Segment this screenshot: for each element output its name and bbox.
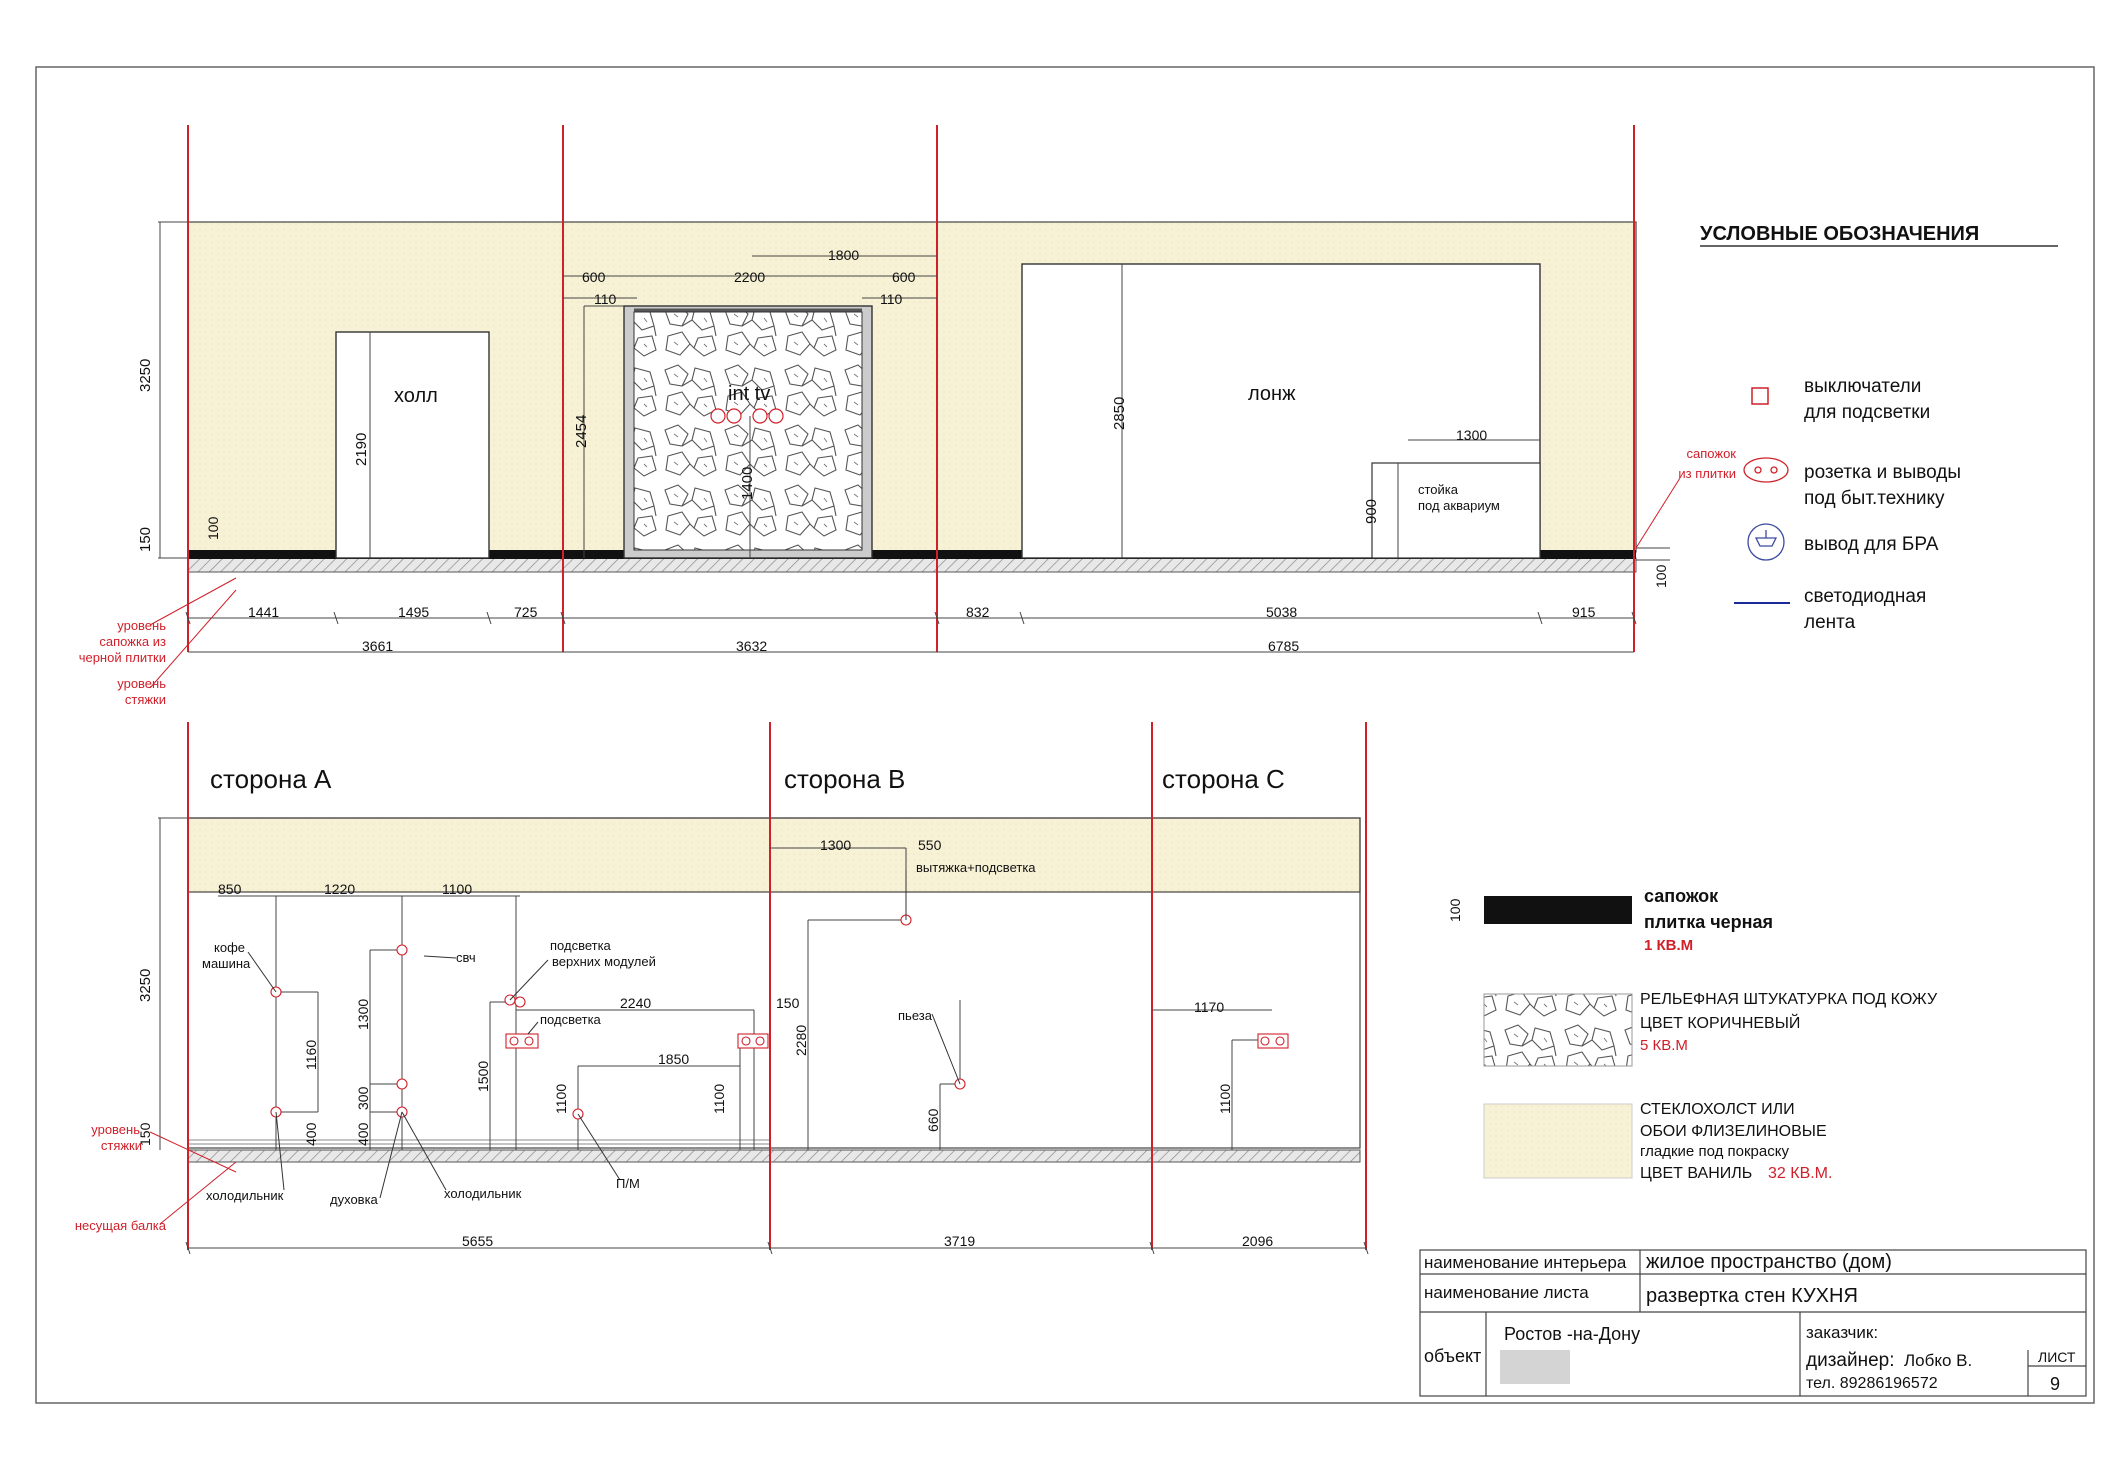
plinth-name-2: плитка черная xyxy=(1644,912,1774,932)
dim-door-2190: 2190 xyxy=(353,432,370,466)
dim2-150-b: 150 xyxy=(776,995,800,1011)
dim-plinth-100: 100 xyxy=(205,516,221,540)
plinth-name-1: сапожок xyxy=(1644,886,1719,906)
dim-top-600-right: 600 xyxy=(892,269,916,285)
plaster-name-2: ЦВЕТ КОРИЧНЕВЫЙ xyxy=(1640,1015,1801,1032)
note-plinth-tile-1: сапожок xyxy=(1686,446,1736,461)
tb-sheet-value: развертка стен КУХНЯ xyxy=(1646,1285,1858,1307)
materials xyxy=(1447,886,1938,1182)
note-plinth-level-2: сапожка из xyxy=(99,634,166,649)
tb-interior-value: жилое пространство (дом) xyxy=(1646,1251,1892,1273)
aquarium-label-2: под аквариум xyxy=(1418,498,1500,513)
note-plinth-level-3: черной плитки xyxy=(78,650,166,665)
screed-hatch xyxy=(188,558,1636,572)
outlets xyxy=(271,915,1288,1119)
dim-832: 832 xyxy=(966,604,990,620)
dim-top-110-right: 110 xyxy=(880,291,903,307)
note2-screed-1: уровень xyxy=(91,1122,140,1137)
legend xyxy=(1700,223,2058,633)
tb-phone: тел. 89286196572 xyxy=(1806,1375,1938,1392)
tb-interior-key: наименование интерьера xyxy=(1424,1253,1627,1272)
dim-725: 725 xyxy=(514,604,538,620)
plaster-qty: 5 КВ.М xyxy=(1640,1037,1688,1054)
dim-900: 900 xyxy=(1363,498,1380,524)
side-c-title: сторона С xyxy=(1162,764,1285,794)
label-fridge-1: холодильник xyxy=(206,1188,284,1203)
legend-socket-2: под быт.технику xyxy=(1804,488,1945,509)
dim-top-110-left: 110 xyxy=(594,291,617,307)
room-label-tv: int tv xyxy=(728,383,771,405)
legend-title: УСЛОВНЫЕ ОБОЗНАЧЕНИЯ xyxy=(1700,223,1980,245)
dim2-400a: 400 xyxy=(303,1122,319,1146)
glass-name-1: СТЕКЛОХОЛСТ ИЛИ xyxy=(1640,1101,1795,1118)
note2-screed-2: стяжки xyxy=(100,1138,142,1153)
dim2-1220: 1220 xyxy=(324,881,356,897)
note-plinth-level-1: уровень xyxy=(117,618,166,633)
tb-sheet-label: ЛИСТ xyxy=(2038,1349,2076,1365)
dim-3661: 3661 xyxy=(362,638,394,654)
dim-150: 150 xyxy=(137,526,154,552)
dim-915: 915 xyxy=(1572,604,1596,620)
dim2-1160: 1160 xyxy=(303,1039,319,1070)
aquarium-label-1: стойка xyxy=(1418,482,1459,497)
note-screed-level-1: уровень xyxy=(117,676,166,691)
plinth-swatch xyxy=(1484,896,1632,924)
tb-sheet-number: 9 xyxy=(2050,1374,2061,1394)
room-label-lounge: лонж xyxy=(1248,383,1296,405)
dim2-3719: 3719 xyxy=(944,1233,976,1249)
label-coffee-2: машина xyxy=(202,956,251,971)
label-fridge-2: холодильник xyxy=(444,1186,522,1201)
dim2-c1170: 1170 xyxy=(1194,999,1225,1015)
dim-1400: 1400 xyxy=(739,466,756,500)
dim2-660: 660 xyxy=(925,1108,941,1132)
dim-1495: 1495 xyxy=(398,604,430,620)
legend-switch-2: для подсветки xyxy=(1804,402,1931,423)
dim2-1100: 1100 xyxy=(442,881,473,897)
dim-right-100: 100 xyxy=(1653,564,1669,588)
dim-2850: 2850 xyxy=(1111,396,1128,430)
label-microwave: свч xyxy=(456,950,476,965)
label-oven: духовка xyxy=(330,1192,378,1207)
dim-5038: 5038 xyxy=(1266,604,1298,620)
dim2-2096: 2096 xyxy=(1242,1233,1274,1249)
note2-beam: несущая балка xyxy=(74,1218,166,1233)
side-b-title: сторона В xyxy=(784,764,906,794)
label-hood: вытяжка+подсветка xyxy=(916,860,1036,875)
label-dishwasher: П/М xyxy=(616,1176,640,1191)
note-plinth-tile-2: из плитки xyxy=(1678,466,1736,481)
dim2-1850: 1850 xyxy=(658,1051,690,1067)
upper-wall-strip xyxy=(188,818,1360,892)
dim-6785: 6785 xyxy=(1268,638,1300,654)
tb-designer-value: Лобко В. xyxy=(1904,1351,1973,1370)
dim-height-3250: 3250 xyxy=(137,358,154,392)
dim2-2280: 2280 xyxy=(793,1024,809,1056)
blurred-address xyxy=(1500,1350,1570,1384)
glass-qty: 32 КВ.М. xyxy=(1768,1165,1833,1182)
switch-icon xyxy=(1752,388,1768,404)
screed-hatch-2 xyxy=(188,1150,1360,1162)
elevation-1 xyxy=(150,125,1680,688)
plaster-name-1: РЕЛЬЕФНАЯ ШТУКАТУРКА ПОД КОЖУ xyxy=(1640,991,1938,1008)
tb-city: Ростов -на-Дону xyxy=(1504,1324,1641,1344)
note-screed-level-2: стяжки xyxy=(124,692,166,707)
tv-niche-plaster xyxy=(634,312,862,550)
dim-top-600-left: 600 xyxy=(582,269,606,285)
side-a-title: сторона А xyxy=(210,764,332,794)
legend-socket-1: розетка и выводы xyxy=(1804,462,1962,483)
dim2-150: 150 xyxy=(137,1122,153,1146)
dim2-2240: 2240 xyxy=(620,995,652,1011)
glass-name-2: ОБОИ ФЛИЗЕЛИНОВЫЕ xyxy=(1640,1123,1827,1140)
dim2-b550: 550 xyxy=(918,837,942,853)
vanilla-swatch xyxy=(1484,1104,1632,1178)
tb-customer: заказчик: xyxy=(1806,1323,1879,1342)
dim2-1500: 1500 xyxy=(475,1060,491,1092)
dim-3632: 3632 xyxy=(736,638,768,654)
legend-wall-lamp: вывод для БРА xyxy=(1804,534,1939,555)
label-coffee-1: кофе xyxy=(214,940,245,955)
legend-led-1: светодиодная xyxy=(1804,586,1927,607)
dim-top-2200: 2200 xyxy=(734,269,766,285)
plinth-height: 100 xyxy=(1447,898,1463,922)
room-label-hall: холл xyxy=(394,385,438,407)
wall-lamp-icon xyxy=(1748,524,1784,560)
label-upper-light-1: подсветка xyxy=(550,938,611,953)
plinth-qty: 1 КВ.М xyxy=(1644,937,1694,954)
axis-lines-2 xyxy=(188,722,1366,1250)
tb-designer-key: дизайнер: xyxy=(1806,1350,1895,1371)
legend-switch-1: выключатели xyxy=(1804,376,1922,397)
dim2-400b: 400 xyxy=(355,1122,371,1146)
dim2-1100-b: 1100 xyxy=(711,1083,727,1114)
glass-name-3: гладкие под покраску xyxy=(1640,1143,1789,1160)
elevation-2 xyxy=(150,722,1368,1254)
plaster-swatch xyxy=(1484,994,1632,1066)
dim-1300-stand: 1300 xyxy=(1456,427,1488,443)
dim2-b1300: 1300 xyxy=(820,837,852,853)
dim2-c1100: 1100 xyxy=(1217,1083,1233,1114)
socket-icon xyxy=(1744,458,1788,482)
label-light: подсветка xyxy=(540,1012,601,1027)
dim-1441: 1441 xyxy=(248,604,280,620)
dim2-1300: 1300 xyxy=(355,998,371,1030)
tb-sheet-key: наименование листа xyxy=(1424,1283,1589,1302)
dim2-300: 300 xyxy=(355,1086,371,1110)
dim2-3250: 3250 xyxy=(137,968,154,1002)
label-upper-light-2: верхних модулей xyxy=(552,954,656,969)
dim2-850: 850 xyxy=(218,881,242,897)
legend-led-2: лента xyxy=(1804,612,1856,633)
dim2-1100-a: 1100 xyxy=(553,1083,569,1114)
dim2-5655: 5655 xyxy=(462,1233,494,1249)
label-piezo: пьеза xyxy=(898,1008,932,1023)
dim-top-1800: 1800 xyxy=(828,247,860,263)
tb-object-key: объект xyxy=(1424,1346,1482,1366)
dim-2454: 2454 xyxy=(573,414,590,448)
glass-name-4: ЦВЕТ ВАНИЛЬ xyxy=(1640,1165,1753,1182)
